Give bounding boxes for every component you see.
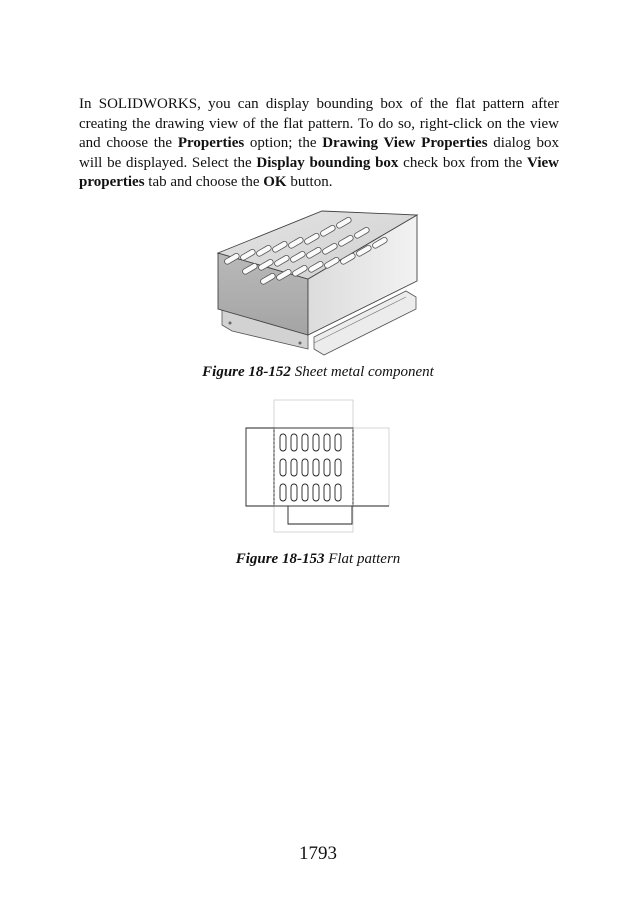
term-ok: OK [263, 174, 287, 190]
paragraph-text: dialog box will be displayed. Select the [79, 135, 559, 171]
paragraph-text: button. [286, 174, 333, 190]
figure-number: Figure 18-153 [235, 551, 325, 567]
paragraph-text: option; the [244, 135, 323, 151]
page-number: 1793 [299, 843, 337, 864]
sheet-metal-component-figure [210, 207, 425, 360]
paragraph-text: tab and choose the [144, 174, 264, 190]
figure-number: Figure 18-152 [202, 364, 291, 380]
term-drawing-view-properties: Drawing View Properties [322, 135, 488, 151]
term-properties: Properties [177, 135, 245, 151]
figure-caption-text: Sheet metal component [290, 364, 434, 380]
body-paragraph [79, 95, 559, 193]
paragraph-text: check box from the [398, 154, 528, 171]
figure-18-153-caption [0, 551, 636, 568]
flat-pattern-figure [240, 398, 394, 548]
figure-18-152-caption [0, 364, 636, 381]
term-view-properties: View properties [79, 154, 559, 190]
term-display-bounding-box: Display bounding box [256, 154, 399, 171]
paragraph-text: In SOLIDWORKS, you can display bounding box of the flat pattern after creating the drawing view of the flat pattern. To do so, right-click on the view and choose the [79, 96, 559, 151]
figure-caption-text: Flat pattern [324, 551, 401, 567]
